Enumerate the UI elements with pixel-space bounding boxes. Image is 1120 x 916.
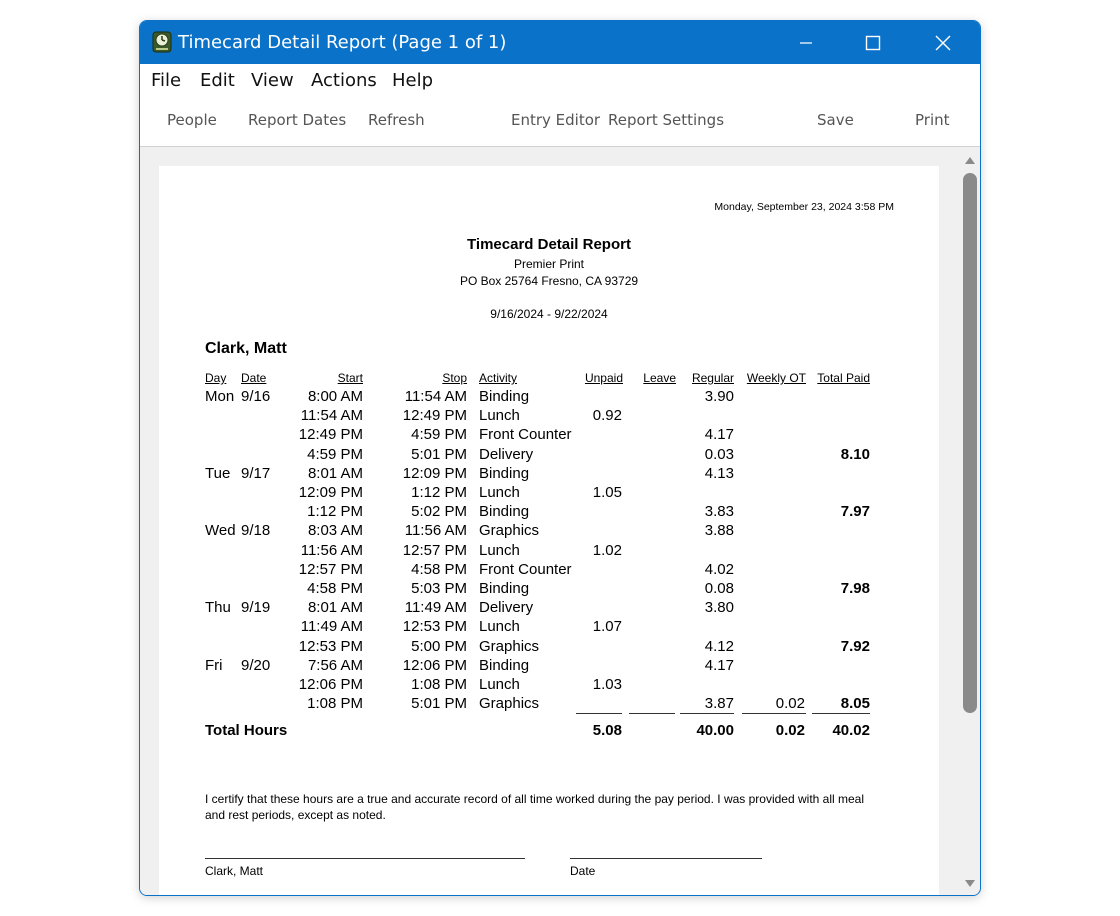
col-header-date: Date xyxy=(241,371,267,385)
app-clock-icon xyxy=(152,31,172,53)
menu-file[interactable]: File xyxy=(151,70,182,91)
entry-stop-time: 11:56 AM xyxy=(404,522,467,540)
employee-signature-line xyxy=(205,858,525,859)
entry-editor-button[interactable]: Entry Editor xyxy=(511,111,601,129)
vertical-scrollbar[interactable] xyxy=(960,147,980,895)
window-title: Timecard Detail Report (Page 1 of 1) xyxy=(178,32,507,53)
entry-regular-hours: 3.88 xyxy=(704,522,734,540)
entry-day-total: 8.05 xyxy=(840,695,870,713)
entry-stop-time: 12:49 PM xyxy=(402,407,467,425)
close-icon xyxy=(935,35,951,51)
entry-activity: Graphics xyxy=(479,637,540,655)
entry-stop-time: 5:00 PM xyxy=(411,637,467,655)
company-address: PO Box 25764 Fresno, CA 93729 xyxy=(459,274,639,288)
entry-stop-time: 1:12 PM xyxy=(411,484,467,501)
entry-day-total: 7.98 xyxy=(840,580,870,597)
entry-activity: Lunch xyxy=(479,618,520,636)
entry-stop-time: 5:01 PM xyxy=(411,445,467,463)
report-dates-button[interactable]: Report Dates xyxy=(248,111,347,129)
entry-start-time: 8:01 AM xyxy=(307,599,363,617)
minimize-icon xyxy=(799,36,813,50)
report-page xyxy=(159,166,939,895)
total-hours-label: Total Hours xyxy=(205,722,288,739)
entry-activity: Front Counter xyxy=(479,426,572,444)
toolbar xyxy=(140,97,980,147)
entry-stop-time: 12:53 PM xyxy=(402,618,467,636)
entry-date: 9/17 xyxy=(241,464,271,482)
menu-help[interactable]: Help xyxy=(392,70,434,91)
entry-activity: Binding xyxy=(479,388,530,405)
entry-stop-time: 5:03 PM xyxy=(411,580,467,597)
entry-unpaid-hours: 1.07 xyxy=(592,618,622,636)
col-header-start: Start xyxy=(337,371,363,385)
weekly-ot-total-rule xyxy=(742,713,806,714)
col-header-unpaid: Unpaid xyxy=(584,371,623,385)
scroll-down-arrow-icon[interactable] xyxy=(965,880,975,887)
scrollbar-thumb[interactable] xyxy=(963,173,977,713)
menu-view[interactable]: View xyxy=(251,70,294,91)
people-button[interactable]: People xyxy=(167,111,217,129)
report-title: Timecard Detail Report xyxy=(467,236,631,253)
entry-activity: Lunch xyxy=(479,484,520,501)
entry-stop-time: 5:01 PM xyxy=(411,695,467,713)
entry-start-time: 1:12 PM xyxy=(307,503,363,521)
entry-start-time: 7:56 AM xyxy=(307,656,363,674)
entry-stop-time: 4:58 PM xyxy=(411,560,467,578)
entry-activity: Graphics xyxy=(479,695,540,713)
entry-day: Mon xyxy=(205,388,235,405)
print-button[interactable]: Print xyxy=(915,111,950,129)
entry-unpaid-hours: 0.92 xyxy=(592,407,622,425)
col-header-total-paid: Total Paid xyxy=(817,371,870,385)
entry-day-total: 8.10 xyxy=(840,445,870,463)
entry-start-time: 12:49 PM xyxy=(298,426,363,444)
entry-activity: Delivery xyxy=(479,599,534,617)
entry-unpaid-hours: 1.05 xyxy=(592,484,622,501)
printed-timestamp: Monday, September 23, 2024 3:58 PM xyxy=(714,201,894,213)
close-button[interactable] xyxy=(913,21,973,64)
entry-day: Fri xyxy=(205,656,223,674)
entry-regular-hours: 3.80 xyxy=(704,599,734,617)
menu-actions[interactable]: Actions xyxy=(311,70,377,91)
save-button[interactable]: Save xyxy=(817,111,854,129)
entry-start-time: 4:59 PM xyxy=(307,445,363,463)
entry-start-time: 12:09 PM xyxy=(298,484,363,501)
total-paid: 40.02 xyxy=(832,722,870,739)
scroll-up-arrow-icon[interactable] xyxy=(965,157,975,164)
date-signature-label: Date xyxy=(570,864,596,878)
unpaid-total-rule xyxy=(576,713,622,714)
total-regular: 40.00 xyxy=(696,722,734,739)
col-header-activity: Activity xyxy=(479,371,518,385)
entry-day-total: 7.97 xyxy=(840,503,870,521)
entry-date: 9/16 xyxy=(241,388,271,405)
total-unpaid: 5.08 xyxy=(592,722,622,739)
entry-regular-hours: 0.08 xyxy=(704,580,734,597)
date-signature-line xyxy=(570,858,762,859)
col-header-weekly-ot: Weekly OT xyxy=(746,371,806,385)
entry-activity: Binding xyxy=(479,580,530,597)
report-window xyxy=(139,20,981,896)
entry-start-time: 12:06 PM xyxy=(298,676,363,693)
entry-unpaid-hours: 1.02 xyxy=(592,541,622,559)
menu-bar xyxy=(140,64,980,97)
menu-edit[interactable]: Edit xyxy=(200,70,235,91)
certification-text: I certify that these hours are a true and accurate record of all time worked during the pay period. I was provided with all meal and rest periods, except as noted. xyxy=(205,792,865,822)
entry-start-time: 8:00 AM xyxy=(307,388,363,405)
entry-activity: Graphics xyxy=(479,522,540,540)
entry-stop-time: 5:02 PM xyxy=(411,503,467,521)
minimize-button[interactable] xyxy=(776,21,836,64)
entry-stop-time: 11:54 AM xyxy=(404,388,467,405)
entry-start-time: 12:53 PM xyxy=(298,637,363,655)
report-viewport[interactable] xyxy=(140,147,960,895)
employee-name: Clark, Matt xyxy=(205,340,287,357)
entry-stop-time: 12:57 PM xyxy=(402,541,467,559)
entry-start-time: 11:54 AM xyxy=(300,407,363,425)
entry-regular-hours: 4.13 xyxy=(704,464,734,482)
entry-regular-hours: 3.90 xyxy=(704,388,734,405)
col-header-regular: Regular xyxy=(691,371,734,385)
employee-signature-label: Clark, Matt xyxy=(205,864,264,878)
entry-stop-time: 4:59 PM xyxy=(411,426,467,444)
entry-stop-time: 11:49 AM xyxy=(404,599,467,617)
entry-regular-hours: 4.17 xyxy=(704,656,734,674)
entry-start-time: 4:58 PM xyxy=(307,580,363,597)
total-weekly-ot: 0.02 xyxy=(775,722,805,739)
report-settings-button[interactable]: Report Settings xyxy=(608,111,725,129)
entry-date: 9/19 xyxy=(241,599,271,617)
entry-regular-hours: 4.02 xyxy=(704,560,734,578)
maximize-button[interactable] xyxy=(843,21,903,64)
entry-activity: Binding xyxy=(479,656,530,674)
entry-day: Tue xyxy=(205,464,231,482)
entry-day: Wed xyxy=(205,522,236,540)
col-header-leave: Leave xyxy=(643,371,676,385)
entry-day: Thu xyxy=(205,599,231,617)
entry-stop-time: 12:09 PM xyxy=(402,464,467,482)
col-header-day: Day xyxy=(205,371,227,385)
refresh-button[interactable]: Refresh xyxy=(368,111,425,129)
entry-regular-hours: 4.17 xyxy=(704,426,734,444)
title-bar[interactable] xyxy=(140,21,980,64)
company-name: Premier Print xyxy=(513,257,584,271)
entry-activity: Lunch xyxy=(479,541,520,559)
entry-start-time: 1:08 PM xyxy=(307,695,363,713)
entry-activity: Lunch xyxy=(479,407,520,425)
entry-start-time: 8:01 AM xyxy=(307,464,363,482)
entry-day-total: 7.92 xyxy=(840,637,870,655)
regular-total-rule xyxy=(680,713,734,714)
maximize-icon xyxy=(865,35,881,51)
entry-start-time: 8:03 AM xyxy=(307,522,363,540)
entry-regular-hours: 3.83 xyxy=(704,503,734,521)
entry-stop-time: 12:06 PM xyxy=(402,656,467,674)
entry-start-time: 12:57 PM xyxy=(298,560,363,578)
entry-regular-hours: 3.87 xyxy=(704,695,734,713)
entry-regular-hours: 4.12 xyxy=(704,637,734,655)
entry-date: 9/18 xyxy=(241,522,271,540)
entry-weekly-ot-hours: 0.02 xyxy=(775,695,805,713)
total-paid-total-rule xyxy=(812,713,870,714)
entry-stop-time: 1:08 PM xyxy=(411,676,467,693)
entry-activity: Front Counter xyxy=(479,560,572,578)
entry-activity: Binding xyxy=(479,503,530,521)
entry-regular-hours: 0.03 xyxy=(704,445,734,463)
entry-activity: Delivery xyxy=(479,445,534,463)
date-range: 9/16/2024 - 9/22/2024 xyxy=(490,307,608,321)
entry-activity: Binding xyxy=(479,464,530,482)
col-header-stop: Stop xyxy=(442,371,467,385)
entry-start-time: 11:49 AM xyxy=(300,618,363,636)
entry-date: 9/20 xyxy=(241,656,271,674)
entry-activity: Lunch xyxy=(479,676,520,693)
entry-start-time: 11:56 AM xyxy=(300,541,363,559)
leave-total-rule xyxy=(629,713,675,714)
entry-unpaid-hours: 1.03 xyxy=(592,676,622,693)
